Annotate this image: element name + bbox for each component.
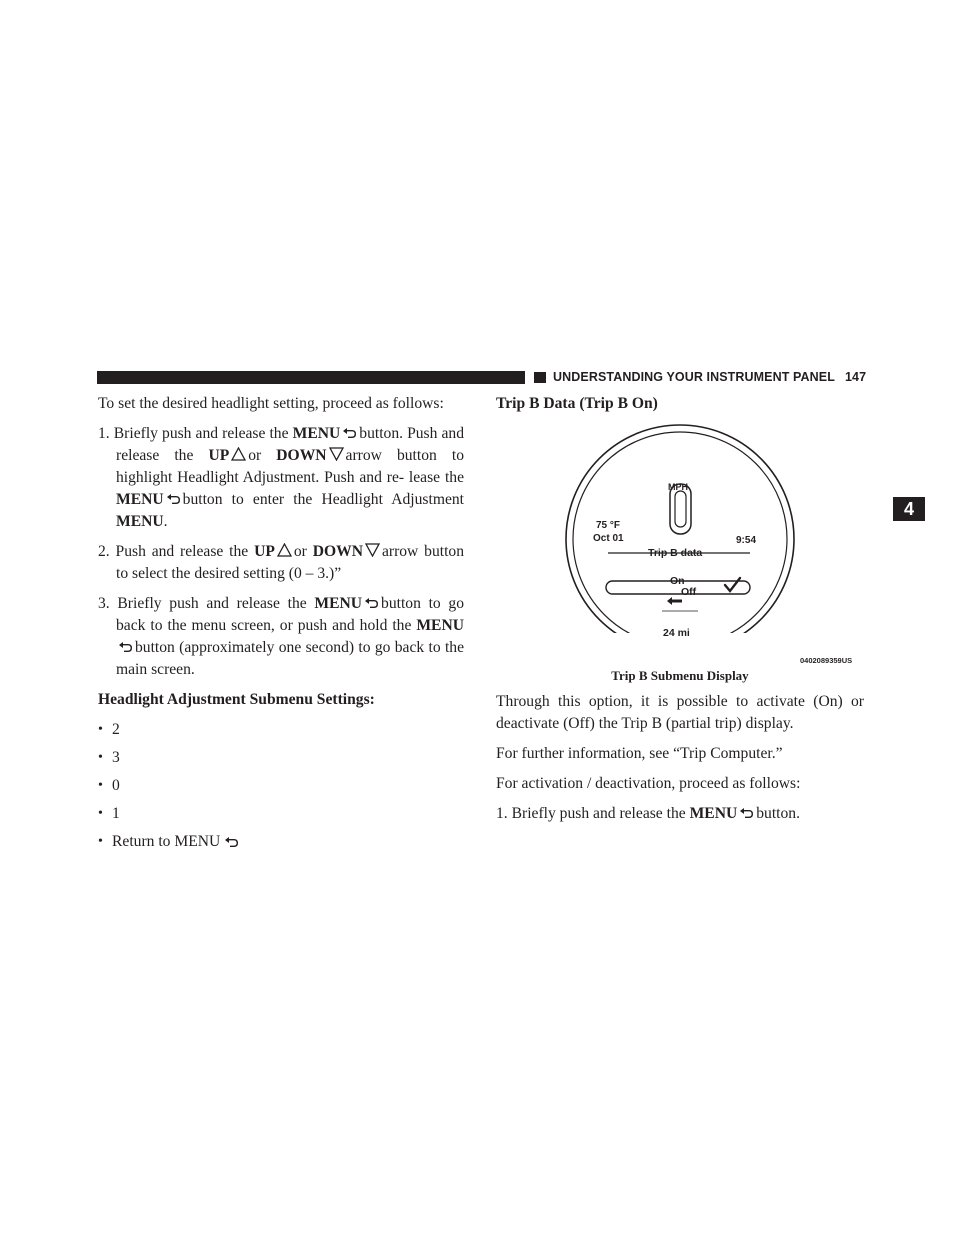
bullet-icon: • xyxy=(98,722,103,737)
intro-text: To set the desired headlight setting, proceed as follows: xyxy=(98,395,444,412)
paragraph-1: Through this option, it is possible to activate (On) or deactivate (Off) the Trip B (partial trip) display. xyxy=(496,693,864,732)
paragraph-2: For further information, see “Trip Computer.” xyxy=(496,745,783,762)
list-item: • 3 xyxy=(98,747,464,769)
back-arrow-icon xyxy=(166,494,181,505)
figure-date: Oct 01 xyxy=(593,533,624,544)
header-rule-end xyxy=(534,372,546,383)
gauge-illustration xyxy=(496,415,864,633)
trip-b-submenu-figure xyxy=(496,415,864,665)
figure-distance: 24 mi xyxy=(663,627,690,639)
figure-caption: Trip B Submenu Display xyxy=(611,668,749,683)
back-arrow-icon xyxy=(224,837,239,848)
step-1-right: 1. Briefly push and release the MENU button. xyxy=(496,805,800,822)
up-triangle-icon xyxy=(277,543,292,557)
step-1: 1. Briefly push and release the MENU button. Push and release the UP or DOWN arrow button to highlight Headlight Adjustment. Push and re- lease the MENU button to enter the Headlight Adjustment MENU. xyxy=(98,425,465,530)
header-rule xyxy=(97,371,525,384)
list-item: • 2 xyxy=(98,719,464,741)
figure-time: 9:54 xyxy=(736,535,757,546)
submenu-heading: Headlight Adjustment Submenu Settings: xyxy=(98,691,375,708)
step-2: 2. Push and release the UP or DOWN arrow button to select the desired setting (0 – 3.)” xyxy=(98,543,465,582)
list-item: • 0 xyxy=(98,775,464,797)
up-triangle-icon xyxy=(231,447,246,461)
list-item: • Return to MENU xyxy=(98,831,464,853)
section-heading: Trip B Data (Trip B On) xyxy=(496,395,658,412)
back-arrow-icon xyxy=(739,808,754,819)
bullet-icon: • xyxy=(98,750,103,765)
down-triangle-icon xyxy=(329,447,344,461)
figure-code: 0402089359US xyxy=(800,656,853,665)
list-item: • 1 xyxy=(98,803,464,825)
running-header xyxy=(553,370,866,384)
down-triangle-icon xyxy=(365,543,380,557)
step-3: 3. Briefly push and release the MENU button to go back to the menu screen, or push and hold the MENUbutton (approximately one second) to go back to the main screen. xyxy=(98,595,465,678)
bullet-icon: • xyxy=(98,834,103,849)
figure-option-on: On xyxy=(670,575,685,587)
bullet-icon: • xyxy=(98,778,103,793)
back-arrow-icon xyxy=(118,642,133,653)
figure-menu-title: Trip B data xyxy=(648,547,703,559)
bullet-icon: • xyxy=(98,806,103,821)
right-column xyxy=(496,393,864,833)
left-column xyxy=(98,393,464,859)
figure-option-off: Off xyxy=(681,586,697,598)
figure-temp: 75 °F xyxy=(596,520,621,531)
paragraph-3: For activation / deactivation, proceed as follows: xyxy=(496,775,801,792)
back-arrow-icon xyxy=(364,598,379,609)
back-arrow-icon xyxy=(342,428,357,439)
header-title: UNDERSTANDING YOUR INSTRUMENT PANEL xyxy=(553,370,835,384)
chapter-tab: 4 xyxy=(893,497,925,521)
page-number: 147 xyxy=(844,370,867,384)
figure-mph-label: MPH xyxy=(668,482,688,492)
